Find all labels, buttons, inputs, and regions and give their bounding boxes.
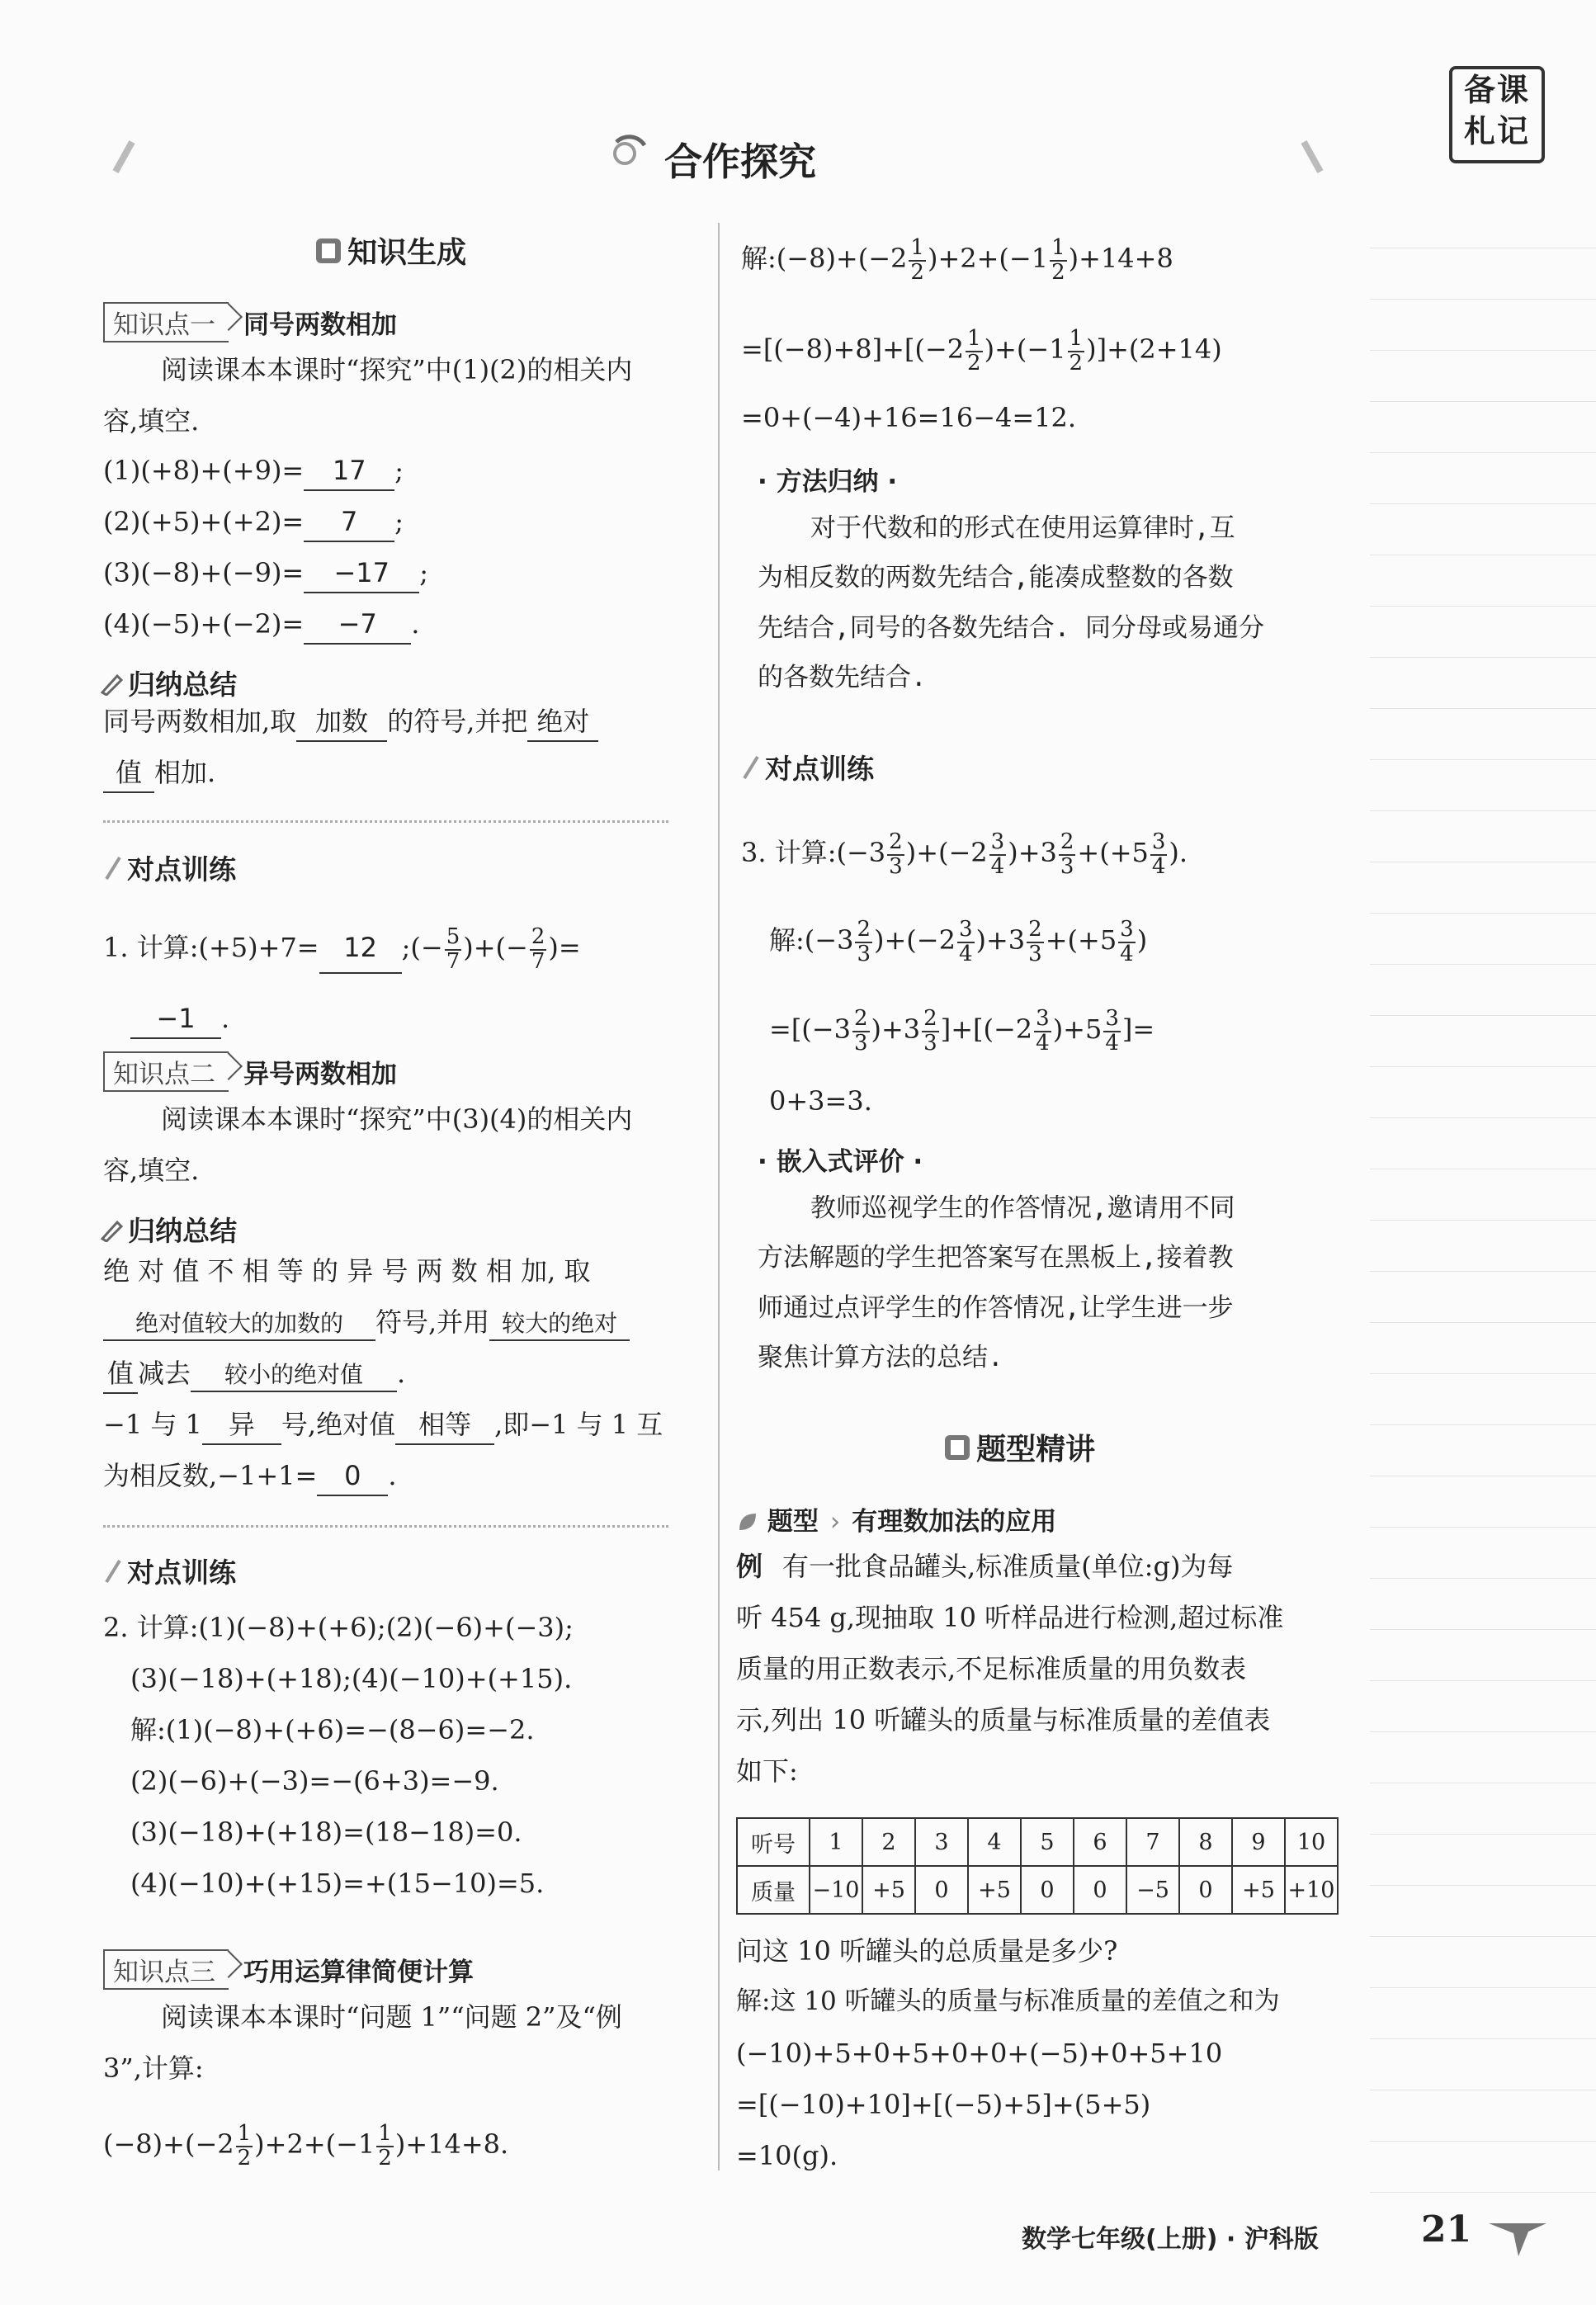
table-row: 听号 1 2 3 4 5 6 7 8 9 10 (737, 1818, 1338, 1866)
exercise-2-solution-1: 解:(1)(−8)+(+6)=−(8−6)=−2. (130, 1714, 535, 1745)
pencil-icon (99, 1217, 124, 1242)
practice-heading-2: 对点训练 (103, 1552, 236, 1590)
page-title: 合作探究 (664, 139, 816, 184)
example-answer-line-1: 解:这 10 听罐头的质量与标准质量的差值之和为 (736, 1986, 1280, 2016)
practice-heading-1: 对点训练 (103, 848, 236, 887)
exercise-3-solution-1: 解:(−3 $\frac{2}{3}$ )+(−2 $\frac{3}{4}$ )+3 $\frac{2}{3}$ +(+5 $\frac{3}{4}$ ) (769, 917, 1148, 966)
chevron-right-icon: › (829, 1507, 841, 1537)
leaf-icon (736, 1510, 759, 1533)
exercise-3: 3. 计算:(−3 $\frac{2}{3}$ )+(−2 $\frac{3}{4}$ )+3 $\frac{2}{3}$ +(+5 $\frac{3}{4}$ ). (741, 829, 1188, 879)
exercise-3-solution-3: 0+3=3. (769, 1085, 872, 1117)
exercise-3-solution-2: =[(−3 $\frac{2}{3}$ )+3 $\frac{2}{3}$ ]+[(−2 $\frac{3}{4}$ )+5 $\frac{3}{4}$ ]= (769, 1006, 1155, 1056)
dotted-divider (103, 820, 668, 823)
embedded-evaluation-text: 教师巡视学生的作答情况,邀请用不同 方法解题的学生把答案写在黑板上,接着教 师通过点评学生的作答情况,让学生进一步 聚焦计算方法的总结. (758, 1193, 1235, 1373)
kp3-expression: (−8)+(−2 $\frac{1}{2}$ )+2+(−1 $\frac{1}{2}$ )+14+8. (103, 2121, 509, 2170)
example-question: 问这 10 听罐头的总质量是多少? (736, 1935, 1118, 1967)
dotted-divider (103, 1525, 668, 1528)
slash-icon (741, 755, 761, 780)
book-icon (314, 236, 343, 266)
answer-blank: −17 (304, 555, 419, 593)
summary-2-line2: 绝对值较大的加数的 符号,并用 较大的绝对 (103, 1304, 630, 1341)
magnifier-icon (607, 130, 651, 175)
summary-1-line2: 值 相加. (103, 754, 215, 793)
example-line-5: 如下: (736, 1755, 798, 1787)
exercise-2-line2: (3)(−18)+(+18);(4)(−10)+(+15). (130, 1663, 573, 1694)
kp1-intro-line1: 阅读课本本课时“探究”中(1)(2)的相关内 (161, 354, 633, 385)
summary-2-line1: 绝 对 值 不 相 等 的 异 号 两 数 相 加, 取 (103, 1255, 591, 1287)
solution-line-3: =0+(−4)+16=16−4=12. (741, 402, 1077, 433)
answer-blank: 7 (304, 503, 394, 542)
answer-blank: 17 (304, 452, 394, 491)
exercise-1-answer: −1 . (130, 1000, 229, 1039)
kp1-question-2: (2)(+5)+(+2)= 7 ; (103, 503, 404, 542)
example-line-4: 示,列出 10 听罐头的质量与标准质量的差值表 (736, 1704, 1271, 1736)
summary-2-line5: 为相反数,−1+1= 0 . (103, 1457, 397, 1496)
kp2-intro-line2: 容,填空. (103, 1155, 200, 1186)
knowledge-point-1: 知识点一 同号两数相加 (103, 302, 397, 342)
summary-1-line1: 同号两数相加,取 加数 的符号,并把 绝对 (103, 703, 598, 742)
section-type-heading: 题型精讲 (942, 1426, 1095, 1468)
exercise-1: 1. 计算:(+5)+7= 12 ;(− $\frac{5}{7}$ )+(− $\frac{2}{7}$ )= (103, 923, 581, 974)
summary-heading-2: 归纳总结 (99, 1210, 237, 1249)
example-answer-line-3: =[(−10)+10]+[(−5)+5]+(5+5) (736, 2089, 1151, 2120)
deviation-table (736, 1817, 1339, 1915)
kp1-intro-line2: 容,填空. (103, 405, 200, 437)
embedded-evaluation-heading: · 嵌入式评价 · (758, 1147, 923, 1177)
kp1-question-3: (3)(−8)+(−9)= −17 ; (103, 555, 428, 593)
method-summary-text: 对于代数和的形式在使用运算律时,互 为相反数的两数先结合,能凑成整数的各数 先结合,同号的各数先结合. 同分母或易通分 的各数先结合. (758, 513, 1264, 693)
summary-2-line4: −1 与 1 异 号,绝对值 相等 ,即−1 与 1 互 (103, 1406, 663, 1445)
lesson-notes-stamp: 备课 札记 (1449, 66, 1545, 163)
solution-line-2: =[(−8)+8]+[(−2 $\frac{1}{2}$ )+(−1 $\frac{1}{2}$ )]+(2+14) (741, 326, 1222, 376)
exercise-2-solution-3: (3)(−18)+(+18)=(18−18)=0. (130, 1816, 522, 1848)
answer-blank: −7 (304, 606, 411, 645)
exercise-2-solution-4: (4)(−10)+(+15)=+(15−10)=5. (130, 1868, 545, 1899)
example-answer-line-2: (−10)+5+0+5+0+0+(−5)+0+5+10 (736, 2038, 1223, 2069)
header-left-slash-icon (107, 139, 140, 175)
exercise-2-solution-2: (2)(−6)+(−3)=−(6+3)=−9. (130, 1765, 499, 1797)
corner-arrow-icon (1485, 2213, 1550, 2260)
header-right-slash-icon (1296, 139, 1329, 175)
summary-heading-1: 归纳总结 (99, 664, 237, 702)
table-row: 质量 −10 +5 0 +5 0 0 −5 0 +5 +10 (737, 1866, 1338, 1914)
book-title-footer: 数学七年级(上册) · 沪科版 (1022, 2225, 1319, 2254)
summary-2-line3: 值 减去 较小的绝对值 . (103, 1355, 405, 1394)
example-line-1: 例 有一批食品罐头,标准质量(单位:g)为每 (736, 1551, 1234, 1582)
kp3-intro-line1: 阅读课本本课时“问题 1”“问题 2”及“例 (161, 2001, 622, 2033)
example-line-2: 听 454 g,现抽取 10 听样品进行检测,超过标准 (736, 1602, 1284, 1633)
kp3-intro-line2: 3”,计算: (103, 2052, 204, 2084)
practice-heading-3: 对点训练 (741, 748, 874, 786)
kp1-question-4: (4)(−5)+(−2)= −7 . (103, 606, 419, 645)
problem-type-tag: 题型 › 有理数加法的应用 (736, 1500, 1056, 1537)
pencil-icon (99, 671, 124, 696)
knowledge-point-2: 知识点二 异号两数相加 (103, 1051, 397, 1092)
method-summary-heading: · 方法归纳 · (758, 467, 898, 497)
kp1-question-1: (1)(+8)+(+9)= 17 ; (103, 452, 404, 491)
example-line-3: 质量的用正数表示,不足标准质量的用负数表 (736, 1653, 1247, 1684)
exercise-2-line1: 2. 计算:(1)(−8)+(+6);(2)(−6)+(−3); (103, 1612, 574, 1643)
slash-icon (103, 1559, 123, 1584)
example-answer-line-4: =10(g). (736, 2140, 838, 2171)
solution-line-1: 解:(−8)+(−2 $\frac{1}{2}$ )+2+(−1 $\frac{1}{2}$ )+14+8 (741, 235, 1173, 285)
book-icon (942, 1433, 972, 1462)
section-knowledge-heading: 知识生成 (314, 229, 466, 272)
knowledge-point-3: 知识点三 巧用运算律简便计算 (103, 1949, 474, 1990)
page-number: 21 (1421, 2208, 1472, 2251)
slash-icon (103, 856, 123, 881)
column-divider (718, 223, 720, 2170)
kp2-intro-line1: 阅读课本本课时“探究”中(3)(4)的相关内 (161, 1103, 633, 1135)
